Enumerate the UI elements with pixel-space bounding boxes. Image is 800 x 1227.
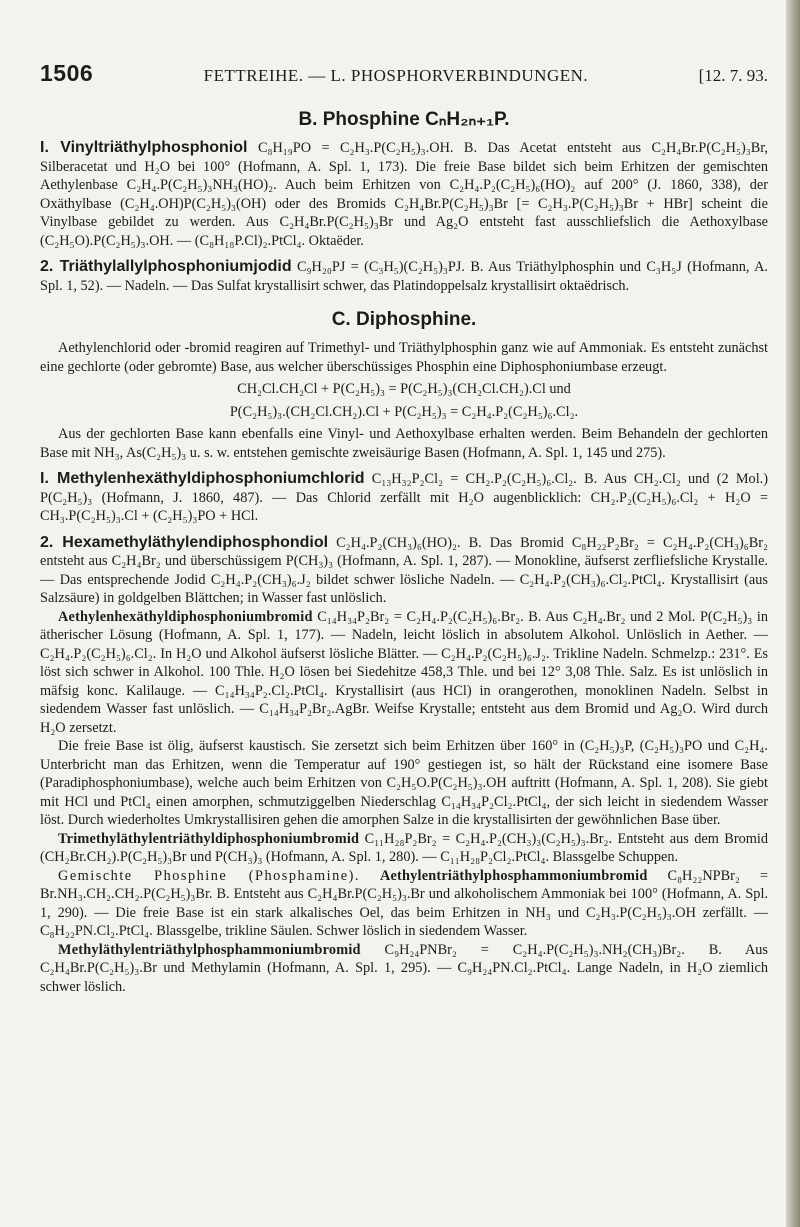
entry-heading: 2. Triäthylallylphosphoniumjodid [40, 258, 292, 275]
subentry-text: C₉H₂₄PNBr₂ = C₂H₄.P(C₂H₅)₃.NH₂(CH₃)Br₂. B. Aus C₂H₄Br.P(C₂H₅)₃.Br und Methylamin (Hofmann, A. Spl. 1, 295). — C₉H₂₄PN.Cl₂.PtCl₄. Lange Nadeln, in H₂O ziemlich schwer löslich. [40, 941, 768, 995]
paragraph-gemischte-phosphine [40, 867, 768, 941]
subentry-text: C₁₁H₂₈P₂Br₂ = C₂H₄.P₂(CH₃)₃(C₂H₅)₃.Br₂. Entsteht aus dem Bromid (CH₂Br.CH₂).P(C₂H₅)₃Br und P(CH₃)₃ (Hofmann, A. Spl. 1, 280). — C₁₁H₂₈P₂Cl₂.PtCl₄. Blassgelbe Schuppen. [40, 830, 768, 865]
header-date: [12. 7. 93. [698, 66, 768, 85]
subentry-heading: Gemischte Phosphine (Phosphamine). [58, 867, 360, 884]
subentry-heading: Trimethyläthylentriäthyldiphosphoniumbromid [58, 830, 360, 847]
paragraph-freie-base: Die freie Base ist ölig, äufserst kaustisch. Sie zersetzt sich beim Erhitzen über 160° in (C₂H₅)₃P, (C₂H₅)₃PO und C₂H₄. Unterbricht man das Erhitzen, wenn die Temperatur auf 190° gestiegen ist, so hält der Rückstand eine isomere Base (Paradiphosphoniumbase), welche auch beim Erhitzen von C₂H₅O.P(C₂H₅)₃.OH auftritt (Hofmann, A. Spl. 1, 208). Sie giebt mit HCl und PtCl₄ einen amorphen, schmutziggelben Niederschlag C₁₄H₃₄P₂Cl₂.PtCl₄, der sich leicht in siedendem Wasser löst. Durch wiederholtes Umkrystallisiren gehen die amorphen Salze in die krystallisirten der gewöhnlichen Base über. [40, 738, 768, 828]
entry-text: C₁₃H₃₂P₂Cl₂ = CH₂.P₂(C₂H₅)₆.Cl₂. B. Aus CH₂.Cl₂ und (2 Mol.) P(C₂H₅)₃ (Hofmann, J. 1860, 487). — Das Chlorid zerfällt mit H₂O augenblicklich: CH₂.P₂(C₂H₅)₆.Cl₂ + H₂O = CH₃.P(C₂H₅)₃.Cl + (C₂H₅)₃PO + HCl. [40, 471, 769, 524]
running-title: FETTREIHE. — L. PHOSPHORVERBINDUNGEN. [203, 66, 589, 85]
equation-2: P(C₂H₅)₃.(CH₂Cl.CH₂).Cl + P(C₂H₅)₃ = C₂H₄.P₂(C₂H₅)₆.Cl₂. [229, 403, 579, 420]
entry-heading: 2. Hexamethyläthylendiphosphondiol [40, 533, 329, 551]
entry-vinyltriaethylphosphoniol [40, 139, 768, 250]
equation-1: CH₂Cl.CH₂Cl + P(C₂H₅)₃ = P(C₂H₅)₃(CH₂Cl.CH₂).Cl und [237, 381, 571, 397]
page-header [40, 60, 768, 90]
subentry-heading-2: Aethylentriäthylphosphammoniumbromid [379, 867, 648, 884]
section-b-title: B. Phosphine CₙH₂ₙ₊₁P. [298, 109, 510, 130]
page-body [40, 108, 768, 996]
book-page-edge [786, 0, 800, 1227]
subentry-heading: Methyläthylentriäthylphosphammoniumbromid [58, 941, 361, 958]
entry-text: C₂H₄.P₂(CH₃)₆(HO)₂. B. Das Bromid C₈H₂₂P₂Br₂ = C₂H₄.P₂(CH₃)₆Br₂ entsteht aus C₂H₄Br₂ und überschüssigem P(CH₃)₃ (Hofmann, A. Spl. 1, 287). — Monokline, äufserst zerfliefsliche Krystalle. — Das entsprechende Jodid C₂H₄.P₂(CH₃)₆.J₂ bildet schwer lösliche Nadeln. — C₂H₄.P₂(CH₃)₆.Cl₂.PtCl₄. Krystallisirt (aus Salzsäure) in goldgelben Blättchen; in Wasser fast unlöslich. [40, 534, 768, 606]
subentry-heading: Aethylenhexäthyldiphosphoniumbromid [58, 608, 313, 625]
entry-hexamethylaethylendiphosphondiol [40, 534, 768, 608]
section-c-intro: Aethylenchlorid oder -bromid reagiren auf Trimethyl- und Triäthylphosphin ganz wie auf Ammoniak. Es entsteht zunächst eine gechlorte (oder gebromte) Base, aus welcher überschüssiges Phosphin eine Diphosphoniumbase erzeugt. [40, 340, 768, 375]
subentry-text: C₈H₂₂NPBr₂ = Br.NH₃.CH₂.CH₂.P(C₂H₅)₃Br. B. Entsteht aus C₂H₄Br.P(C₂H₅)₃.Br und alkoholischem Ammoniak bei 100° (Hofmann, A. Spl. 1, 290). — Die freie Base ist ein stark alkalisches Oel, das beim Erhitzen in NH₃ und C₂H₃.P(C₂H₅)₃.OH zerfällt. — C₈H₂₂PN.Cl₂.PtCl₄. Blassgelbe, trikline Säulen. Schwer löslich in siedendem Wasser. [40, 867, 769, 939]
entry-text: C₉H₂₀PJ = (C₃H₅)(C₂H₅)₃PJ. B. Aus Triäthylphosphin und C₃H₅J (Hofmann, A. Spl. 1, 52). — Nadeln. — Das Sulfat krystallisirt schwer, das Platindoppelsalz krystallisirt oktaëdrisch. [40, 259, 768, 294]
entry-methylenhexaethyldiphosphoniumchlorid [40, 470, 768, 526]
subentry-text: C₁₄H₃₄P₂Br₂ = C₂H₄.P₂(C₂H₅)₆.Br₂. B. Aus C₂H₄.Br₂ und 2 Mol. P(C₂H₅)₃ in ätherischer Lösung (Hofmann, A. Spl. 1, 177). — Nadeln, leicht löslich in absolutem Alkohol. Unlöslich in Aether. — C₂H₄.P₂(C₂H₅)₆.Cl₂. In H₂O und Alkohol äufserst lösliche Blätter. — C₂H₄.P₂(C₂H₅)₆.J₂. Trikline Nadeln. Schmelzp.: 231°. Es löst sich schwer in Alkohol. 100 Thle. H₂O lösen bei Siedehitze 458,3 Thle. und bei 12° 3,08 Thle. Salz. Es ist unlöslich in mäfsig konc. Kalilauge. — C₁₄H₃₄P₂.Cl₂.PtCl₄. Krystallisirt (aus HCl) in orangerothen, monoklinen Nadeln. Selbst in siedendem Wasser fast unlöslich. — C₁₄H₃₄P₂Br₂.AgBr. Weifse Krystalle; entsteht aus dem Bromid und Ag₂O. Wird durch H₂O zersetzt. [40, 608, 768, 736]
entry-heading: I. Vinyltriäthylphosphoniol [40, 139, 248, 156]
section-c-after-equations: Aus der gechlorten Base kann ebenfalls eine Vinyl- und Aethoxylbase erhalten werden. Beim Behandeln der gechlorten Base mit NH₃, As(C₂H₅)₃ u. s. w. entstehen gemischte zweisäurige Basen (Hofmann, A. Spl. 1, 145 und 275). [40, 426, 768, 461]
entry-triaethylallylphosphoniumjodid [40, 258, 768, 295]
paragraph-aethylenhexaethyl [40, 608, 768, 738]
entry-text: C₈H₁₉PO = C₂H₃.P(C₂H₅)₃.OH. B. Das Acetat entsteht aus C₂H₄Br.P(C₂H₅)₃Br, Silberacetat und H₂O bei 100° (Hofmann, A. Spl. 1, 173). Die freie Base bildet sich beim Erhitzen der gemischten Aethylenbase C₂H₄.P(C₂H₅)₃NH₃(HO)₂. Auch beim Erhitzen von C₂H₄.P₂(C₂H₅)₆(HO)₂ auf 200° (J. 1860, 338), der Oxäthylbase (C₂H₄.OH)P(C₂H₅)₃(OH) oder des Bromids C₂H₄Br.P(C₂H₅)₃Br [= C₂H₃.P(C₂H₅)₃Br + HBr] scheint die Vinylbase gebildet zu werden. Aus C₂H₄Br.P(C₂H₅)₃Br und Ag₂O entsteht fast ausschliefslich die Aethoxylbase (C₂H₅O).P(C₂H₅)₃.OH. — (C₈H₁₈P.Cl)₂.PtCl₄. Oktaëder. [40, 140, 769, 249]
page-number: 1506 [40, 60, 94, 86]
section-c-title: C. Diphosphine. [331, 309, 477, 330]
paragraph-methylaethylen [40, 941, 768, 997]
entry-heading: I. Methylenhexäthyldiphosphoniumchlorid [40, 470, 365, 487]
paragraph-trimethylaethylen [40, 830, 768, 867]
